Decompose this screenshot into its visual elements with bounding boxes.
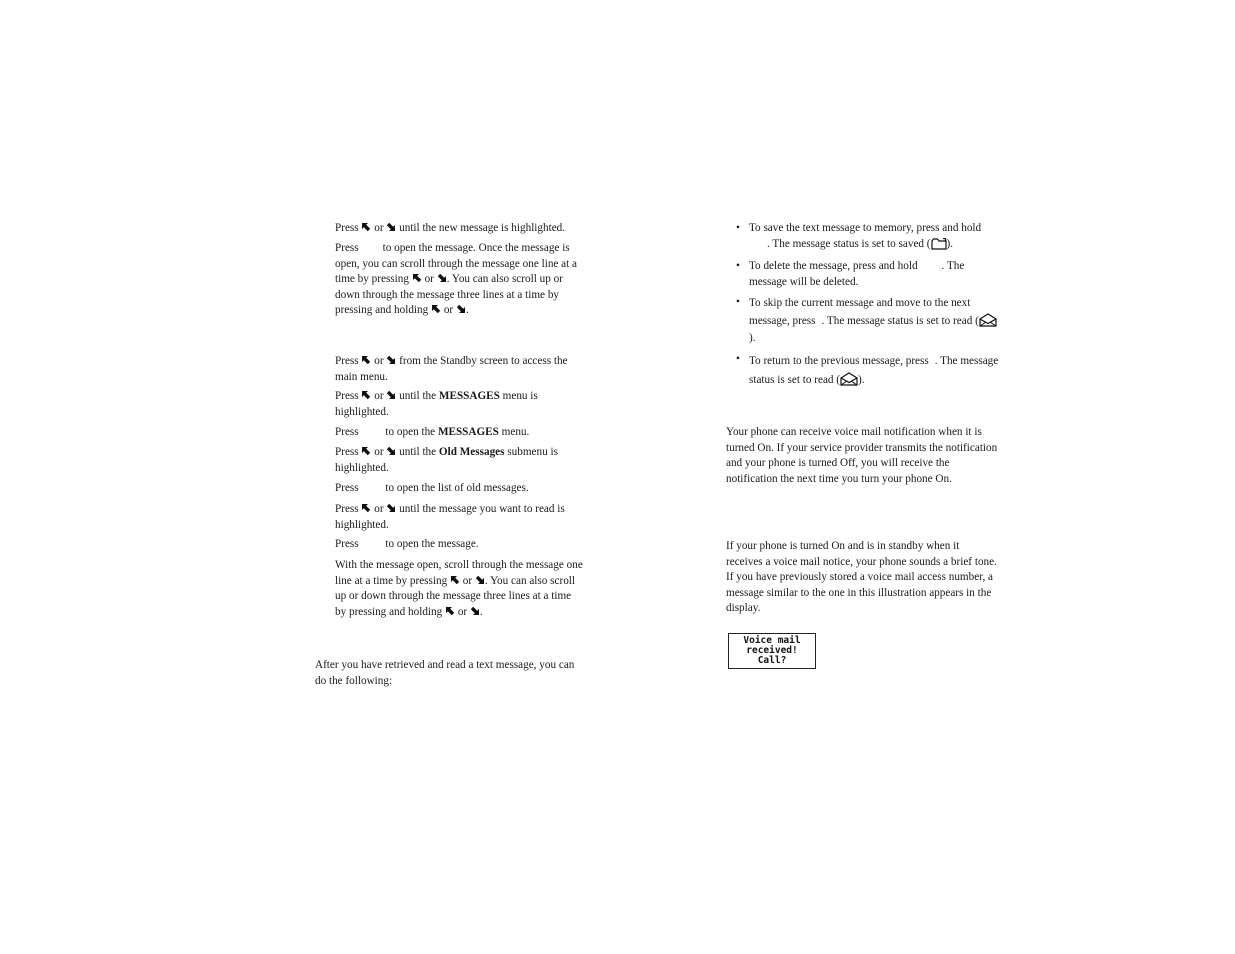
arrow-down-right-icon bbox=[386, 390, 396, 400]
display-line: received! bbox=[746, 645, 798, 656]
arrow-down-right-icon bbox=[386, 503, 396, 513]
arrow-up-left-icon bbox=[361, 390, 371, 400]
step-1: Press or until the new message is highlighted. bbox=[335, 222, 566, 234]
menu-name: MESSAGES bbox=[438, 390, 500, 402]
arrow-up-left-icon bbox=[361, 355, 371, 365]
step-7: Press to open the list of old messages. bbox=[335, 482, 529, 494]
phone-display-illustration bbox=[728, 633, 816, 669]
arrow-up-left-icon bbox=[361, 503, 371, 513]
bullet: • bbox=[736, 296, 740, 308]
delete-option: To delete the message, press and hold . The message will be deleted. bbox=[749, 260, 965, 288]
save-option: To save the text message to memory, press and hold . The message status is set to saved ( ). bbox=[749, 222, 982, 250]
display-line: Voice mail bbox=[743, 635, 801, 646]
return-option: To return to the previous message, press . The message status is set to read ( ). bbox=[749, 355, 999, 386]
skip-option: To skip the current message and move to the next message, press . The message status is set to read ( ). bbox=[749, 295, 1001, 348]
open-envelope-icon bbox=[840, 372, 858, 386]
arrow-down-right-icon bbox=[456, 304, 466, 314]
step-8: Press or until the message you want to read is highlighted. bbox=[335, 503, 565, 531]
step-5: Press to open the MESSAGES menu. bbox=[335, 426, 530, 438]
submenu-name: Old Messages bbox=[438, 446, 505, 458]
open-envelope-icon bbox=[979, 313, 997, 327]
bullet: • bbox=[736, 222, 740, 234]
step-6: Press or until the Old Messages submenu is highlighted. bbox=[335, 446, 558, 474]
arrow-up-left-icon bbox=[450, 575, 460, 585]
voicemail-paragraph-2: If your phone is turned On and is in standby when it receives a voice mail notice, your phone sounds a brief tone. If you have previously stored a voice mail access number, a message similar to the one in this illustration appears in the display. bbox=[726, 540, 997, 615]
step-3: Press or from the Standby screen to access the main menu. bbox=[335, 355, 568, 383]
arrow-down-right-icon bbox=[386, 222, 396, 232]
step-2: Press to open the message. Once the message is open, you can scroll through the message one line at a time by pressing or . You can also scroll up or down through the message three lines at a time by pressing and holding or . bbox=[335, 242, 578, 317]
arrow-down-right-icon bbox=[470, 606, 480, 616]
step-9: Press to open the message. bbox=[335, 538, 479, 550]
arrow-down-right-icon bbox=[475, 575, 485, 585]
bullet: • bbox=[736, 260, 740, 272]
arrow-down-right-icon bbox=[386, 446, 396, 456]
arrow-up-left-icon bbox=[412, 273, 422, 283]
folder-icon bbox=[931, 238, 947, 250]
arrow-up-left-icon bbox=[431, 304, 441, 314]
arrow-up-left-icon bbox=[361, 446, 371, 456]
bullet: • bbox=[736, 353, 740, 365]
after-reading-intro: After you have retrieved and read a text message, you can do the following: bbox=[315, 659, 575, 687]
menu-name: MESSAGES bbox=[437, 426, 499, 438]
display-line: Call? bbox=[757, 655, 787, 666]
arrow-up-left-icon bbox=[445, 606, 455, 616]
arrow-down-right-icon bbox=[386, 355, 396, 365]
arrow-down-right-icon bbox=[437, 273, 447, 283]
voicemail-paragraph-1: Your phone can receive voice mail notification when it is turned On. If your service provider transmits the notification and your phone is turned Off, you will receive the notification the next time you turn your phone On. bbox=[726, 426, 998, 485]
step-10: With the message open, scroll through the message one line at a time by pressing or . You can also scroll up or down through the message three lines at a time by pressing and holding or . bbox=[335, 559, 583, 618]
step-4: Press or until the MESSAGES menu is highlighted. bbox=[335, 390, 538, 418]
arrow-up-left-icon bbox=[361, 222, 371, 232]
